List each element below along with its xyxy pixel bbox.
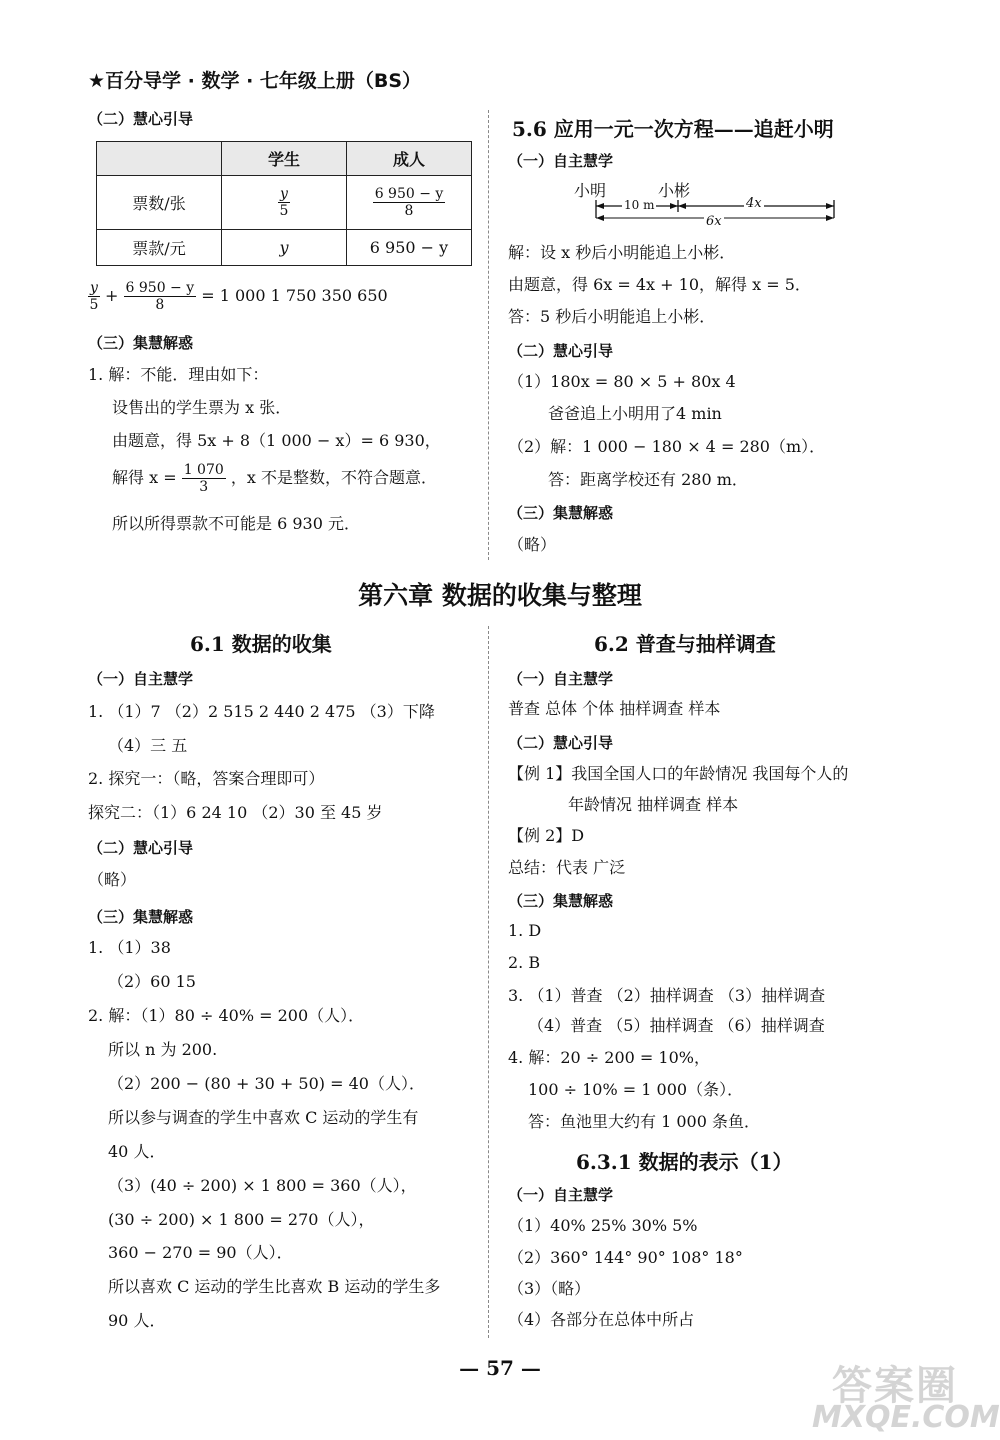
fraction-denominator: 8 xyxy=(404,203,414,219)
section-title: 6.2 普查与抽样调查 xyxy=(594,632,776,656)
text-line: 答：鱼池里大约有 1 000 条鱼． xyxy=(528,1112,760,1131)
text-line: （2）解：1 000 − 180 × 4 = 280（m）． xyxy=(508,437,826,456)
text-line: （3）(40 ÷ 200) × 1 800 = 360（人）， xyxy=(108,1176,417,1195)
section-heading: （二）慧心引导 xyxy=(88,839,194,857)
text-line: （4）普查 （5）抽样调查 （6）抽样调查 xyxy=(528,1016,825,1035)
fraction-numerator: 1 070 xyxy=(183,462,224,478)
section-heading: （一）自主慧学 xyxy=(88,670,194,688)
solve-suffix: ，x 不是整数，不符合题意． xyxy=(230,468,438,487)
text-line: (30 ÷ 200) × 1 800 = 270（人）， xyxy=(108,1210,375,1229)
text-line: （2）60 15 xyxy=(108,972,196,991)
text-line: 1. （1）7 （2）2 515 2 440 2 475 （3）下降 xyxy=(88,702,435,721)
text-line: 所以 n 为 200. xyxy=(108,1040,218,1059)
solve-prefix: 解得 x = xyxy=(112,468,177,487)
watermark-logo: 答案圈 xyxy=(832,1363,958,1409)
section-title: 6.1 数据的收集 xyxy=(190,632,332,656)
text-line: 【例 1】我国全国人口的年龄情况 我国每个人的 xyxy=(508,764,849,783)
table-cell: y xyxy=(222,230,347,266)
table-row-label: 票款/元 xyxy=(97,230,222,266)
column-divider xyxy=(488,110,489,560)
text-line: 由题意，得 6x = 4x + 10，解得 x = 5． xyxy=(508,275,811,294)
section-title: 5.6 应用一元一次方程——追赶小明 xyxy=(512,117,834,141)
text-line: 设售出的学生票为 x 张． xyxy=(112,398,292,417)
segment-10m: 10 m xyxy=(624,198,655,212)
text-line: 普查 总体 个体 抽样调查 样本 xyxy=(508,699,721,718)
fraction-numerator: 6 950 − y xyxy=(374,186,444,202)
plus-sign: + xyxy=(105,286,119,305)
text-line: 90 人． xyxy=(108,1311,166,1330)
table-cell xyxy=(347,176,472,230)
section-title: 6.3.1 数据的表示（1） xyxy=(576,1150,793,1174)
text-line: 所以所得票款不可能是 6 930 元． xyxy=(112,514,360,533)
text-line: 所以喜欢 C 运动的学生比喜欢 B 运动的学生多 xyxy=(108,1277,441,1296)
text-line: 360 − 270 = 90（人）． xyxy=(108,1243,293,1262)
table-header-adult: 成人 xyxy=(347,142,472,176)
equation-rest: = 1 000 1 750 350 650 xyxy=(201,286,388,305)
text-line: （2）360° 144° 90° 108° 18° xyxy=(508,1248,743,1267)
segment-6x: 6x xyxy=(706,214,722,229)
distance-diagram xyxy=(560,178,850,228)
text-line: （4）各部分在总体中所占 xyxy=(508,1310,695,1329)
section-heading: （二）慧心引导 xyxy=(88,110,194,128)
text-line: （4）三 五 xyxy=(108,736,188,755)
page-number: — 57 — xyxy=(459,1356,541,1380)
watermark-url: MXQE.COM xyxy=(812,1400,1000,1435)
fraction-denominator: 5 xyxy=(279,203,289,219)
text-line: 40 人． xyxy=(108,1142,166,1161)
text-line: 【例 2】D xyxy=(508,826,585,845)
fraction-denominator: 8 xyxy=(155,297,165,313)
text-line: 答：距离学校还有 280 m． xyxy=(548,470,748,489)
text-line: （1）40% 25% 30% 5% xyxy=(508,1216,698,1235)
text-line: 2. 探究一：（略，答案合理即可） xyxy=(88,769,325,788)
text-line: （2）200 − (80 + 30 + 50) = 40（人）． xyxy=(108,1074,425,1093)
section-heading: （二）慧心引导 xyxy=(508,342,614,360)
section-heading: （一）自主慧学 xyxy=(508,1186,614,1204)
section-heading: （三）集慧解惑 xyxy=(508,504,614,522)
text-line: 探究二：（1）6 24 10 （2）30 至 45 岁 xyxy=(88,803,383,822)
text-line: 年龄情况 抽样调查 样本 xyxy=(568,795,739,814)
text-line: 1. D xyxy=(508,921,542,940)
section-heading: （一）自主慧学 xyxy=(508,152,614,170)
text-line: 1. （1）38 xyxy=(88,938,171,957)
table-cell xyxy=(222,176,347,230)
column-divider xyxy=(488,626,489,1338)
text-line: 1. 解：不能．理由如下： xyxy=(88,365,269,384)
text-line: 3. （1）普查 （2）抽样调查 （3）抽样调查 xyxy=(508,986,826,1005)
text-line: 2. 解：（1）80 ÷ 40% = 200（人）． xyxy=(88,1006,365,1025)
text-line: 由题意，得 5x + 8（1 000 − x）= 6 930， xyxy=(112,431,441,450)
table-header-student: 学生 xyxy=(222,142,347,176)
text-line: 答：5 秒后小明能追上小彬． xyxy=(508,307,716,326)
text-line: 所以参与调查的学生中喜欢 C 运动的学生有 xyxy=(108,1108,419,1127)
page-header: ★百分导学 · 数学 · 七年级上册（BS） xyxy=(88,70,422,92)
ticket-table xyxy=(96,141,472,266)
text-line: 总结：代表 广泛 xyxy=(508,858,626,877)
fraction-denominator: 5 xyxy=(89,297,99,313)
solve-line xyxy=(112,462,437,495)
section-heading: （三）集慧解惑 xyxy=(508,892,614,910)
section-heading: （三）集慧解惑 xyxy=(88,334,194,352)
text-line: 爸爸追上小明用了4 min xyxy=(548,404,722,423)
fraction-numerator: y xyxy=(280,186,288,202)
fraction-numerator: 6 950 − y xyxy=(125,280,195,296)
fraction-numerator: y xyxy=(90,280,98,296)
text-line: （3）（略） xyxy=(508,1279,591,1298)
segment-4x: 4x xyxy=(746,196,762,211)
text-line: （1）180x = 80 × 5 + 80x 4 xyxy=(508,372,736,391)
table-header-empty xyxy=(97,142,222,176)
label-xiaobin: 小彬 xyxy=(658,181,691,200)
section-heading: （二）慧心引导 xyxy=(508,734,614,752)
section-heading: （三）集慧解惑 xyxy=(88,908,194,926)
text-line: （略） xyxy=(88,870,137,889)
text-line: （略） xyxy=(508,535,557,554)
fraction-denominator: 3 xyxy=(199,479,209,495)
chapter-title: 第六章 数据的收集与整理 xyxy=(358,581,642,610)
text-line: 4. 解：20 ÷ 200 = 10%， xyxy=(508,1048,710,1067)
section-heading: （一）自主慧学 xyxy=(508,670,614,688)
text-line: 解：设 x 秒后小明能追上小彬． xyxy=(508,243,736,262)
text-line: 2. B xyxy=(508,953,541,972)
table-cell: 6 950 − y xyxy=(347,230,472,266)
label-xiaoming: 小明 xyxy=(574,181,607,200)
table-row-label: 票数/张 xyxy=(97,176,222,230)
equation-line xyxy=(88,280,388,313)
text-line: 100 ÷ 10% = 1 000（条）． xyxy=(528,1080,744,1099)
